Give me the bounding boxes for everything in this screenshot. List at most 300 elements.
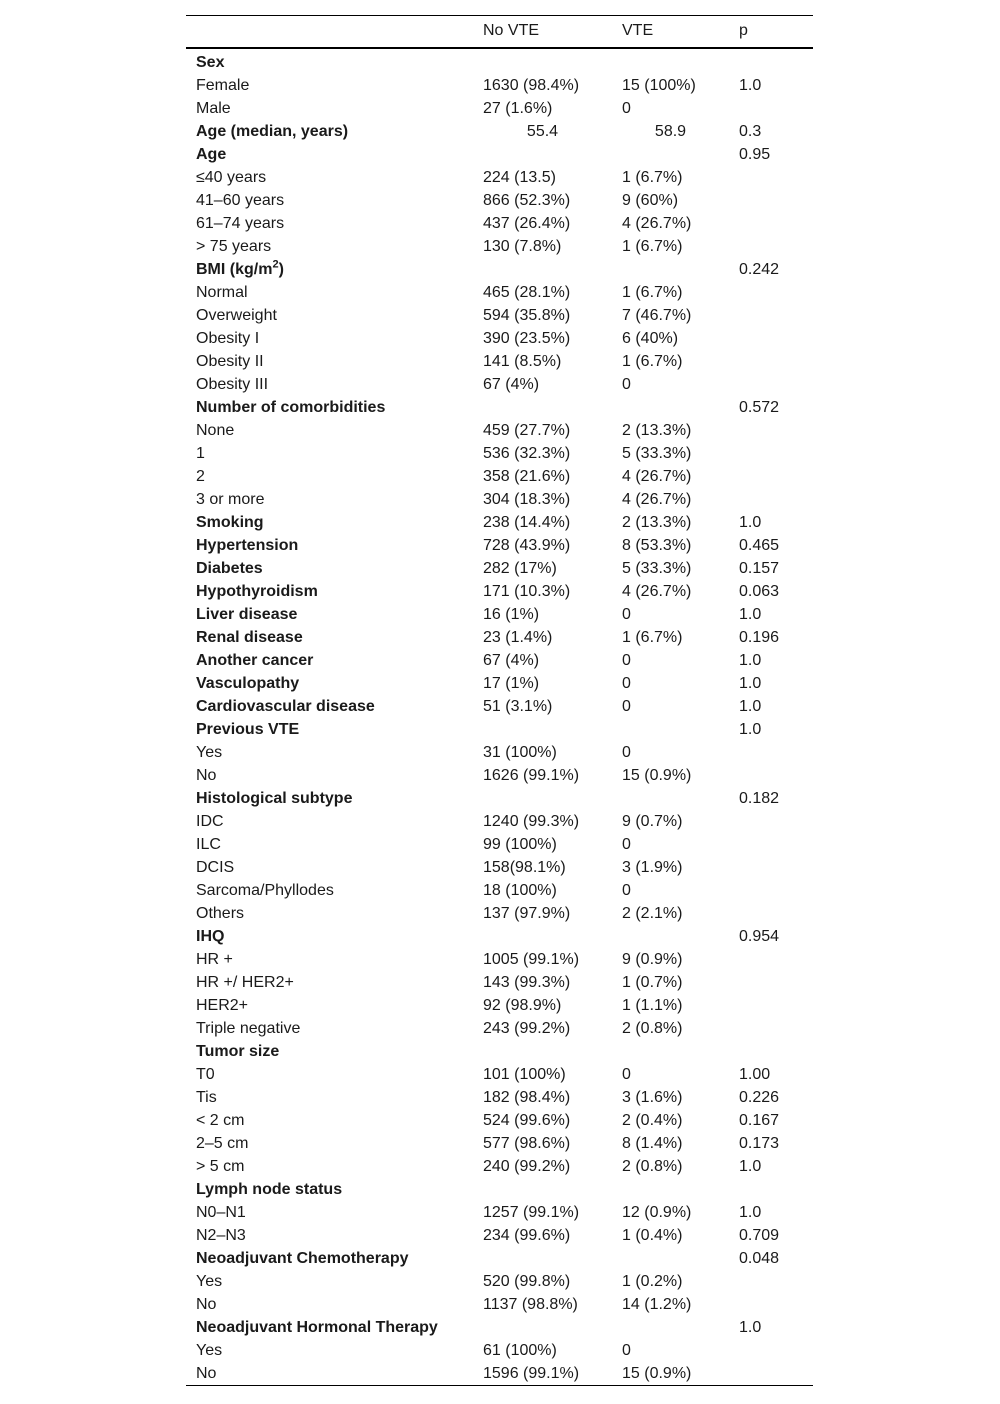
row-label [186,1155,473,1178]
table-row [186,465,813,488]
row-label-text: Hypertension [196,536,299,554]
table-row [186,235,813,258]
table-row [186,1201,813,1224]
vte-value: 2 (2.1%) [622,904,683,922]
row-label [186,1063,473,1086]
p-value: 0.954 [739,927,780,945]
row-label-text: Age (median, years) [196,122,349,140]
table-row [186,810,813,833]
vte-value: 0 [622,605,631,623]
table-row [186,764,813,787]
row-label [186,1339,473,1362]
row-label-text: BMI (kg/m [196,260,273,278]
p-value [729,879,813,902]
table-section-row [186,1178,813,1201]
row-label [186,695,473,718]
row-label-text: IDC [196,812,224,830]
vte-value: 0 [622,99,631,117]
vte-value: 0 [622,375,631,393]
row-label [186,902,473,925]
table-section-row [186,557,813,580]
table-row [186,1362,813,1386]
row-label [186,1316,473,1339]
no-vte-value: 459 (27.7%) [483,421,571,439]
no-vte-value: 536 (32.3%) [483,444,571,462]
characteristics-table [186,15,813,1386]
p-value [729,189,813,212]
row-label-text: 1 [196,444,205,462]
p-value [729,465,813,488]
p-value [729,1339,813,1362]
row-label [186,143,473,166]
row-label-text: Tumor size [196,1042,280,1060]
row-label [186,327,473,350]
row-label [186,672,473,695]
row-label-superscript: 2 [272,258,279,271]
vte-value: 4 (26.7%) [622,214,692,232]
row-label [186,1270,473,1293]
row-label [186,97,473,120]
table-row [186,971,813,994]
vte-value: 9 (60%) [622,191,679,209]
no-vte-value: 171 (10.3%) [483,582,571,600]
row-label [186,833,473,856]
table-row [186,189,813,212]
no-vte-value: 520 (99.8%) [483,1272,571,1290]
vte-value: 6 (40%) [622,329,679,347]
row-label [186,787,473,810]
table-row [186,1017,813,1040]
row-label-text: IHQ [196,927,225,945]
p-value: 1.0 [739,720,762,738]
no-vte-value: 358 (21.6%) [483,467,571,485]
row-label [186,511,473,534]
table-header [186,16,813,48]
row-label-text: ILC [196,835,221,853]
table-row [186,488,813,511]
row-label [186,971,473,994]
row-label [186,626,473,649]
row-label [186,212,473,235]
no-vte-value: 17 (1%) [483,674,540,692]
p-value: 0.709 [739,1226,780,1244]
p-value: 1.0 [739,651,762,669]
table-section-row [186,695,813,718]
row-label-text: Normal [196,283,248,301]
table-row [186,212,813,235]
row-label-text: Previous VTE [196,720,300,738]
vte-value: 1 (0.7%) [622,973,683,991]
row-label [186,166,473,189]
row-label [186,718,473,741]
p-value [729,948,813,971]
table-row [186,1270,813,1293]
no-vte-value: 390 (23.5%) [483,329,571,347]
table-section-row [186,649,813,672]
vte-value [612,1178,729,1201]
p-value [729,1178,813,1201]
vte-value: 14 (1.2%) [622,1295,692,1313]
vte-value: 2 (0.8%) [622,1019,683,1037]
row-label-text: Sex [196,53,225,71]
row-label-text: Yes [196,1272,223,1290]
no-vte-value: 1005 (99.1%) [483,950,580,968]
header-vte: VTE [612,16,729,48]
row-label [186,48,473,74]
no-vte-value: 238 (14.4%) [483,513,571,531]
row-label-text: Sarcoma/Phyllodes [196,881,334,899]
vte-value: 2 (0.4%) [622,1111,683,1129]
no-vte-value: 577 (98.6%) [483,1134,571,1152]
p-value: 1.0 [739,76,762,94]
no-vte-value: 224 (13.5) [483,168,556,186]
vte-value: 58.9 [654,122,687,140]
table-row [186,350,813,373]
row-label [186,1040,473,1063]
table-row [186,304,813,327]
no-vte-value: 67 (4%) [483,651,540,669]
row-label [186,810,473,833]
no-vte-value: 23 (1.4%) [483,628,553,646]
p-value: 0.196 [739,628,780,646]
p-value [729,741,813,764]
p-value: 1.0 [739,674,762,692]
table-row [186,373,813,396]
vte-value: 0 [622,697,631,715]
p-value [729,373,813,396]
table-row [186,97,813,120]
no-vte-value: 67 (4%) [483,375,540,393]
row-label-text: No [196,1364,217,1382]
vte-value: 9 (0.9%) [622,950,683,968]
row-label [186,925,473,948]
no-vte-value: 92 (98.9%) [483,996,562,1014]
row-label [186,396,473,419]
row-label-text: N2–N3 [196,1226,246,1244]
no-vte-value: 141 (8.5%) [483,352,562,370]
row-label [186,879,473,902]
p-value [729,166,813,189]
no-vte-value [473,396,612,419]
row-label [186,994,473,1017]
vte-value: 3 (1.6%) [622,1088,683,1106]
row-label-text: Neoadjuvant Hormonal Therapy [196,1318,438,1336]
row-label [186,304,473,327]
row-label-text: No [196,766,217,784]
row-label-text: HR + [196,950,233,968]
row-label [186,120,473,143]
no-vte-value: 524 (99.6%) [483,1111,571,1129]
no-vte-value: 594 (35.8%) [483,306,571,324]
no-vte-value [473,48,612,74]
vte-value: 0 [622,743,631,761]
table-section-row [186,603,813,626]
row-label-text: 41–60 years [196,191,285,209]
table-row [186,1132,813,1155]
no-vte-value: 18 (100%) [483,881,557,899]
vte-value: 7 (46.7%) [622,306,692,324]
no-vte-value: 51 (3.1%) [483,697,553,715]
vte-value: 3 (1.9%) [622,858,683,876]
table-section-row [186,120,813,143]
p-value [729,442,813,465]
no-vte-value: 465 (28.1%) [483,283,571,301]
no-vte-value [473,1247,612,1270]
row-label [186,373,473,396]
row-label-text: Triple negative [196,1019,301,1037]
table-section-row [186,1316,813,1339]
row-label-text: HER2+ [196,996,249,1014]
row-label-text: None [196,421,235,439]
vte-value: 2 (13.3%) [622,513,692,531]
vte-value: 1 (0.2%) [622,1272,683,1290]
p-value: 0.3 [739,122,762,140]
row-label-text: Renal disease [196,628,303,646]
no-vte-value: 99 (100%) [483,835,557,853]
table-section-row [186,672,813,695]
no-vte-value [473,1178,612,1201]
vte-value [612,396,729,419]
row-label-text: 2–5 cm [196,1134,249,1152]
row-label [186,1109,473,1132]
p-value: 0.572 [739,398,780,416]
header-p: p [729,16,813,48]
row-label-text: Tis [196,1088,217,1106]
vte-value: 0 [622,1341,631,1359]
row-label-text: Overweight [196,306,277,324]
no-vte-value: 437 (26.4%) [483,214,571,232]
table-row [186,327,813,350]
row-label [186,1178,473,1201]
table-row [186,1063,813,1086]
table-row [186,902,813,925]
p-value: 0.157 [739,559,780,577]
table-row [186,856,813,879]
no-vte-value: 101 (100%) [483,1065,566,1083]
table-row [186,833,813,856]
header-label [186,16,473,48]
row-label [186,189,473,212]
table-row [186,1339,813,1362]
row-label-text: > 5 cm [196,1157,245,1175]
row-label-text: Obesity I [196,329,260,347]
p-value [729,856,813,879]
row-label [186,419,473,442]
vte-value: 1 (6.7%) [622,237,683,255]
no-vte-value: 304 (18.3%) [483,490,571,508]
row-label-text: Obesity II [196,352,264,370]
row-label-text: Female [196,76,250,94]
p-value: 0.048 [739,1249,780,1267]
no-vte-value: 130 (7.8%) [483,237,562,255]
no-vte-value: 143 (99.3%) [483,973,571,991]
vte-value: 15 (100%) [622,76,696,94]
p-value [729,994,813,1017]
p-value [729,1270,813,1293]
table-row [186,879,813,902]
p-value [729,48,813,74]
header-no-vte: No VTE [473,16,612,48]
row-label-text: Vasculopathy [196,674,300,692]
table-row [186,1086,813,1109]
p-value [729,281,813,304]
vte-value [612,925,729,948]
no-vte-value: 55.4 [526,122,559,140]
row-label [186,1132,473,1155]
vte-value [612,787,729,810]
row-label-suffix: ) [278,260,284,278]
p-value: 0.226 [739,1088,780,1106]
row-label-text: Obesity III [196,375,269,393]
vte-value: 0 [622,1065,631,1083]
p-value [729,97,813,120]
no-vte-value: 1596 (99.1%) [473,1362,612,1386]
p-value [729,1017,813,1040]
row-label-text: Liver disease [196,605,298,623]
table-row [186,741,813,764]
row-label [186,350,473,373]
p-value: 1.00 [739,1065,771,1083]
table-row [186,166,813,189]
table-row [186,419,813,442]
table-section-row [186,143,813,166]
table-row [186,74,813,97]
no-vte-value [473,258,612,281]
p-value [729,304,813,327]
p-value: 1.0 [739,605,762,623]
table-row [186,1293,813,1316]
row-label-text: Neoadjuvant Chemotherapy [196,1249,409,1267]
no-vte-value: 137 (97.9%) [483,904,571,922]
p-value: 0.95 [739,145,771,163]
vte-value: 1 (6.7%) [622,628,683,646]
row-label [186,1247,473,1270]
row-label [186,1362,473,1386]
table-section-row [186,626,813,649]
row-label [186,764,473,787]
vte-value: 0 [622,881,631,899]
row-label [186,442,473,465]
row-label-text: T0 [196,1065,215,1083]
vte-value: 8 (1.4%) [622,1134,683,1152]
vte-value: 1 (6.7%) [622,168,683,186]
vte-value [612,718,729,741]
table-section-row [186,718,813,741]
row-label [186,281,473,304]
row-label [186,1201,473,1224]
row-label-text: Number of comorbidities [196,398,386,416]
vte-value: 1 (1.1%) [622,996,683,1014]
no-vte-value: 234 (99.6%) [483,1226,571,1244]
vte-value: 5 (33.3%) [622,444,692,462]
row-label-text: DCIS [196,858,235,876]
table-section-row [186,258,813,281]
p-value: 1.0 [739,697,762,715]
table-row [186,1224,813,1247]
vte-value: 9 (0.7%) [622,812,683,830]
row-label-text: Cardiovascular disease [196,697,375,715]
row-label [186,1293,473,1316]
table-row [186,1109,813,1132]
row-label [186,465,473,488]
row-label-text: Histological subtype [196,789,353,807]
row-label [186,1017,473,1040]
row-label-text: > 75 years [196,237,272,255]
no-vte-value: 1137 (98.8%) [483,1295,578,1313]
row-label-text: Another cancer [196,651,314,669]
vte-value: 1 (0.4%) [622,1226,683,1244]
row-label [186,557,473,580]
vte-value: 4 (26.7%) [622,467,692,485]
p-value: 1.0 [739,1203,762,1221]
vte-value [612,48,729,74]
row-label [186,235,473,258]
row-label-text: 61–74 years [196,214,285,232]
table-body [186,48,813,1386]
row-label-text: Others [196,904,245,922]
row-label-text: ≤40 years [196,168,267,186]
no-vte-value: 31 (100%) [483,743,557,761]
no-vte-value: 243 (99.2%) [483,1019,571,1037]
table-row [186,442,813,465]
no-vte-value: 182 (98.4%) [483,1088,571,1106]
row-label-text: < 2 cm [196,1111,245,1129]
p-value: 1.0 [739,1318,762,1336]
p-value: 0.182 [739,789,780,807]
vte-value: 0 [622,835,631,853]
no-vte-value: 1257 (99.1%) [483,1203,580,1221]
vte-value: 5 (33.3%) [622,559,692,577]
table-section-row [186,1040,813,1063]
vte-value: 1 (6.7%) [622,283,683,301]
vte-value [612,1247,729,1270]
p-value: 1.0 [739,513,762,531]
p-value: 0.167 [739,1111,780,1129]
no-vte-value: 728 (43.9%) [483,536,571,554]
row-label-text: N0–N1 [196,1203,246,1221]
row-label-text: Yes [196,743,223,761]
row-label [186,649,473,672]
vte-value: 1 (6.7%) [622,352,683,370]
p-value [729,1362,813,1386]
vte-value [612,143,729,166]
no-vte-value: 282 (17%) [483,559,557,577]
row-label-text: Male [196,99,231,117]
no-vte-value: 1626 (99.1%) [483,766,580,784]
row-label-text: Smoking [196,513,264,531]
vte-value: 0 [622,674,631,692]
p-value [729,902,813,925]
no-vte-value [473,1040,612,1063]
p-value [729,350,813,373]
row-label-text: Lymph node status [196,1180,343,1198]
p-value [729,1293,813,1316]
p-value [729,971,813,994]
p-value: 0.242 [739,260,780,278]
row-label-text: Hypothyroidism [196,582,318,600]
no-vte-value [473,787,612,810]
row-label-text: 2 [196,467,205,485]
no-vte-value: 866 (52.3%) [483,191,571,209]
row-label-text: HR +/ HER2+ [196,973,294,991]
no-vte-value: 1630 (98.4%) [483,76,580,94]
row-label-text: Yes [196,1341,223,1359]
p-value [729,327,813,350]
row-label [186,488,473,511]
table-row [186,1155,813,1178]
p-value [729,833,813,856]
p-value [729,212,813,235]
